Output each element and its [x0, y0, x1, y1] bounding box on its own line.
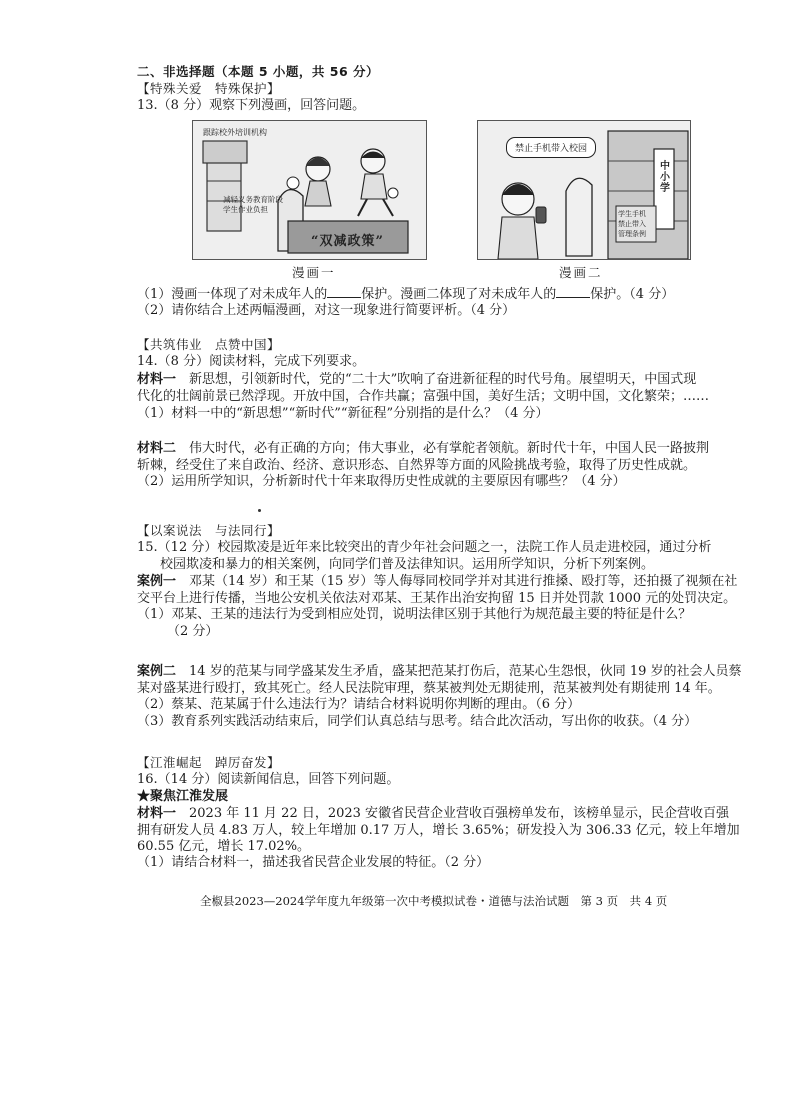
- question-15-sub-2: （2）蔡某、范某属于什么违法行为？请结合材料说明你判断的理由。（6 分）: [137, 697, 581, 712]
- question-15-sub-3: （3）教育系列实践活动结束后，同学们认真总结与思考。结合此次活动，写出你的收获。（4 分）: [137, 714, 698, 729]
- cartoon-two-speech-bubble: 禁止手机带入校园: [506, 137, 596, 158]
- q15-case-2-line-2: 某对盛某进行殴打，致其死亡。经人民法院审理，蔡某被判处无期徒刑，范某被判处有期徒刑 14 年。: [137, 681, 721, 696]
- topic-header-great-cause: 【共筑伟业 点赞中国】: [137, 337, 281, 352]
- q15-case-1-line-2: 交平台上进行传播，当地公安机关依法对邓某、王某作出治安拘留 15 日并处罚款 1000 元的处罚决定。: [137, 591, 737, 606]
- q16-material-1-line-3: 60.55 亿元，增长 17.02%。: [137, 839, 311, 854]
- question-15-stem-line-1: 15.（12 分）校园欺凌是近年来比较突出的青少年社会问题之一，法院工作人员走进校园，通过分析: [137, 540, 712, 555]
- cartoon-two-illustration: [477, 120, 691, 260]
- q14-material-1-line-1: [137, 372, 696, 388]
- q15-case-1-text-1: 邓某（14 岁）和王某（15 岁）等人侮辱同校同学并对其进行推搡、殴打等，还拍摄了视频在社: [176, 574, 738, 589]
- question-16-stem: 16.（14 分）阅读新闻信息，回答下列问题。: [137, 772, 400, 787]
- q15-case-1-label: 案例一: [137, 574, 177, 589]
- topic-header-jianghuai: 【江淮崛起 踔厉奋发】: [137, 755, 281, 770]
- answer-blank-1[interactable]: [327, 286, 361, 298]
- question-15-stem-line-2: 校园欺凌和暴力的相关案例，向同学们普及法律知识。运用所学知识，分析下列案例。: [160, 557, 655, 572]
- q13-sub1-part-a: （1）漫画一体现了对未成年人的: [137, 287, 328, 302]
- q14-material-1-label: 材料一: [137, 372, 177, 387]
- question-14-sub-2: （2）运用所学知识，分析新时代十年来取得历史性成就的主要原因有哪些？（4 分）: [137, 474, 626, 489]
- q14-material-1-text-1: 新思想，引领新时代，党的“二十大”吹响了奋进新征程的时代号角。展望明天，中国式现: [176, 372, 697, 387]
- answer-blank-2[interactable]: [556, 286, 590, 298]
- q15-case-1-line-1: [137, 574, 737, 590]
- q15-case-2-line-1: [137, 664, 742, 680]
- cartoon-one-drawing: [193, 121, 426, 259]
- question-16-sub-1: （1）请结合材料一，描述我省民营企业发展的特征。（2 分）: [137, 855, 490, 870]
- q13-sub1-part-b: 保护。漫画二体现了对未成年人的: [361, 287, 557, 302]
- gate-board-line-1: 学生手机: [618, 210, 646, 218]
- cartoon-one-label-top: 跟踪校外培训机构: [203, 128, 267, 137]
- cartoon-one-label-mid2: 学生作业负担: [223, 205, 268, 214]
- q14-material-2-label: 材料二: [137, 441, 177, 456]
- q14-material-1-line-2: 代化的壮阔前景已然浮现。开放中国，合作共赢；富强中国，美好生活；文明中国，文化繁荣；……: [137, 389, 710, 404]
- question-14-stem: 14.（8 分）阅读材料，完成下列要求。: [137, 354, 366, 369]
- q16-material-1-label: 材料一: [137, 806, 177, 821]
- q16-material-1-text-1: 2023 年 11 月 22 日，2023 安徽省民营企业营收百强榜单发布，该榜单显示，民企营收百强: [176, 806, 730, 821]
- q15-case-2-text-1: 14 岁的范某与同学盛某发生矛盾，盛某把范某打伤后，范某心生怨恨，伙同 19 岁的社会人员蔡: [176, 664, 742, 679]
- q14-material-2-text-1: 伟大时代，必有正确的方向；伟大事业，必有掌舵者领航。新时代十年，中国人民一路披荆: [176, 441, 710, 456]
- question-14-sub-1: （1）材料一中的“新思想”“新时代”“新征程”分别指的是什么？（4 分）: [137, 406, 549, 421]
- page-footer: 全椒县2023—2024学年度九年级第一次中考模拟试卷・道德与法治试题 第 3 页 共 4 页: [200, 894, 668, 908]
- cartoon-one-illustration: [192, 120, 427, 260]
- topic-header-special-care: 【特殊关爱 特殊保护】: [137, 81, 281, 96]
- school-gate-sign: 中小学: [660, 161, 670, 194]
- q16-material-1-line-1: [137, 806, 729, 822]
- stray-dot: [258, 509, 261, 512]
- gate-board-line-3: 管理条例: [618, 230, 646, 238]
- q15-case-2-label: 案例二: [137, 664, 177, 679]
- question-13-sub-1: [137, 286, 674, 303]
- cartoon-two-caption: 漫画二: [559, 265, 603, 280]
- q16-focus-heading: ★聚焦江淮发展: [137, 789, 229, 804]
- q16-material-1-line-2: 拥有研发人员 4.83 万人，较上年增加 0.17 万人，增长 3.65%；研发投入为 306.33 亿元，较上年增加: [137, 823, 740, 838]
- question-13-sub-2: （2）请你结合上述两幅漫画，对这一现象进行简要评析。（4 分）: [137, 303, 516, 318]
- q14-material-2-line-2: 斩棘，经受住了来自政治、经济、意识形态、自然界等方面的风险挑战考验，取得了历史性成就。: [137, 458, 697, 473]
- section-header: 二、非选择题（本题 5 小题，共 56 分）: [137, 64, 380, 79]
- cartoon-one-caption: 漫画一: [292, 265, 336, 280]
- q13-sub1-part-c: 保护。（4 分）: [590, 287, 675, 302]
- double-reduction-banner: “双减政策”: [311, 234, 384, 249]
- question-15-sub-1-line-1: （1）邓某、王某的违法行为受到相应处罚，说明法律区别于其他行为规范最主要的特征是什么？: [137, 607, 692, 622]
- topic-header-law: 【以案说法 与法同行】: [137, 523, 281, 538]
- question-13-stem: 13.（8 分）观察下列漫画，回答问题。: [137, 98, 366, 113]
- q14-material-2-line-1: [137, 441, 709, 457]
- gate-board-line-2: 禁止带入: [618, 220, 646, 228]
- question-15-sub-1-line-2: （2 分）: [167, 624, 219, 639]
- cartoon-one-label-mid1: 减轻义务教育阶段: [223, 195, 283, 204]
